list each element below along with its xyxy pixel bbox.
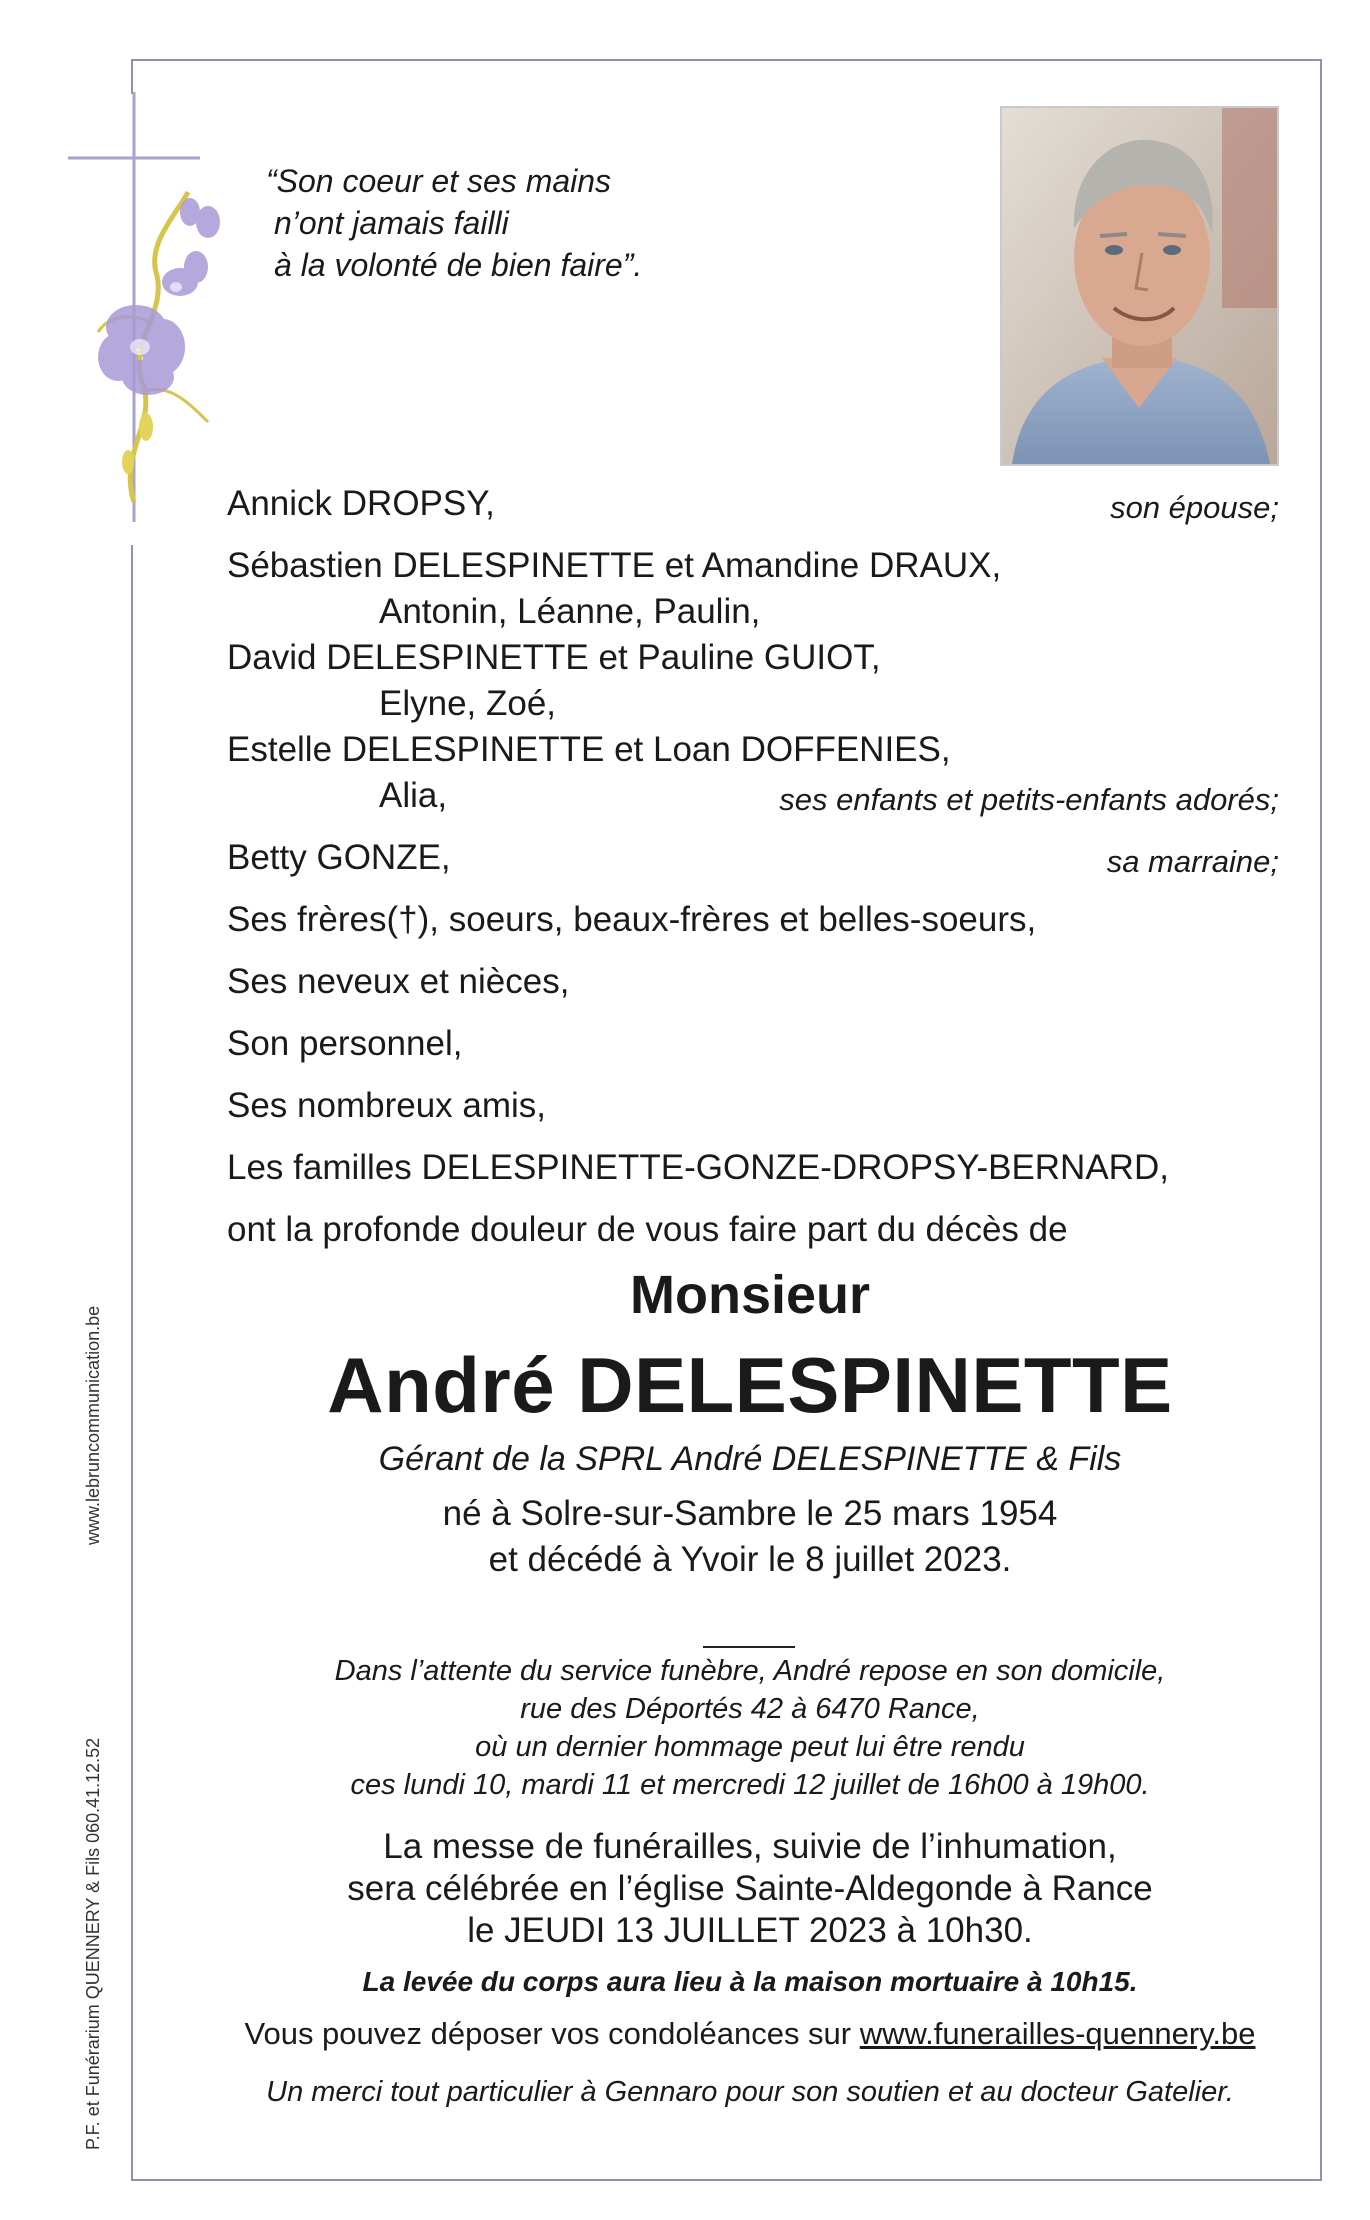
family-relation: ses enfants et petits-enfants adorés; bbox=[779, 782, 1279, 817]
family-line bbox=[227, 590, 1279, 634]
family-name: Ses nombreux amis, bbox=[227, 1086, 547, 1125]
family-name: Alia, bbox=[379, 776, 448, 815]
levee-info: La levée du corps aura lieu à la maison mortuaire à 10h15. bbox=[362, 1966, 1138, 1997]
visitation-line: ces lundi 10, mardi 11 et mercredi 12 juillet de 16h00 à 19h00. bbox=[350, 1769, 1150, 1801]
announcement-text: ont la profonde douleur de vous faire part du décès de bbox=[227, 1210, 1068, 1249]
mass-line: sera célébrée en l’église Sainte-Aldegonde à Rance bbox=[347, 1869, 1153, 1908]
family-line bbox=[227, 544, 1279, 588]
frame-left-top bbox=[131, 59, 133, 94]
condolences-info bbox=[180, 2016, 1320, 2052]
family-line bbox=[227, 960, 1279, 1004]
thanks-note: Un merci tout particulier à Gennaro pour son soutien et au docteur Gatelier. bbox=[266, 2076, 1234, 2108]
family-line bbox=[227, 636, 1279, 680]
deceased-role: Gérant de la SPRL André DELESPINETTE & Fils bbox=[378, 1440, 1122, 1478]
quote bbox=[266, 160, 642, 286]
quote-line: n’ont jamais failli bbox=[274, 205, 509, 241]
family-relation: son épouse; bbox=[1110, 490, 1279, 525]
printer-website: www.lebruncommunication.be bbox=[83, 1305, 103, 1545]
death-info: et décédé à Yvoir le 8 juillet 2023. bbox=[488, 1540, 1012, 1579]
divider bbox=[703, 1646, 795, 1648]
funeral-home-info: P.F. et Funérarium QUENNERY & Fils 060.41.12.52 bbox=[83, 1737, 103, 2150]
deceased-name: André DELESPINETTE bbox=[327, 1341, 1173, 1429]
mass-line: La messe de funérailles, suivie de l’inhumation, bbox=[383, 1827, 1117, 1866]
quote-line: à la volonté de bien faire”. bbox=[274, 247, 643, 283]
condolences-link[interactable]: www.funerailles-quennery.be bbox=[859, 2016, 1256, 2051]
visitation-line: où un dernier hommage peut lui être rendu bbox=[475, 1731, 1025, 1763]
mass-line: le JEUDI 13 JUILLET 2023 à 10h30. bbox=[467, 1911, 1033, 1950]
mass-info bbox=[180, 1826, 1320, 1952]
family-name: Antonin, Léanne, Paulin, bbox=[379, 592, 761, 631]
family-line-godmother bbox=[227, 836, 1279, 880]
honorific: Monsieur bbox=[629, 1265, 871, 1325]
family-line bbox=[227, 898, 1279, 942]
birth-info: né à Solre-sur-Sambre le 25 mars 1954 bbox=[442, 1494, 1058, 1533]
family-name: Estelle DELESPINETTE et Loan DOFFENIES, bbox=[227, 730, 951, 769]
visitation-line: rue des Déportés 42 à 6470 Rance, bbox=[520, 1693, 980, 1725]
condolences-text: Vous pouvez déposer vos condoléances sur bbox=[244, 2016, 860, 2051]
announcement-line bbox=[227, 1208, 1279, 1252]
cross-flower-icon bbox=[58, 92, 248, 532]
family-line bbox=[227, 1146, 1279, 1190]
family-name: David DELESPINETTE et Pauline GUIOT, bbox=[227, 638, 881, 677]
family-line bbox=[227, 682, 1279, 726]
family-name: Betty GONZE, bbox=[227, 838, 451, 877]
family-name: Ses frères(†), soeurs, beaux-frères et belles-soeurs, bbox=[227, 900, 1037, 939]
visitation-info bbox=[180, 1652, 1320, 1804]
visitation-line: Dans l’attente du service funèbre, André repose en son domicile, bbox=[334, 1655, 1166, 1687]
family-name: Elyne, Zoé, bbox=[379, 684, 557, 723]
family-line bbox=[227, 1084, 1279, 1128]
family-line bbox=[227, 1022, 1279, 1066]
family-name: Sébastien DELESPINETTE et Amandine DRAUX, bbox=[227, 546, 1002, 585]
frame-left-bottom bbox=[131, 545, 133, 2179]
family-line bbox=[227, 728, 1279, 772]
family-line-children bbox=[227, 774, 1279, 818]
family-relation: sa marraine; bbox=[1106, 844, 1279, 879]
family-line-spouse bbox=[227, 482, 1279, 526]
quote-line: “Son coeur et ses mains bbox=[266, 163, 612, 199]
family-name: Son personnel, bbox=[227, 1024, 463, 1063]
family-name: Les familles DELESPINETTE-GONZE-DROPSY-BERNARD, bbox=[227, 1148, 1169, 1187]
portrait-photo bbox=[1000, 106, 1279, 466]
family-name: Annick DROPSY, bbox=[227, 484, 495, 523]
family-name: Ses neveux et nièces, bbox=[227, 962, 570, 1001]
